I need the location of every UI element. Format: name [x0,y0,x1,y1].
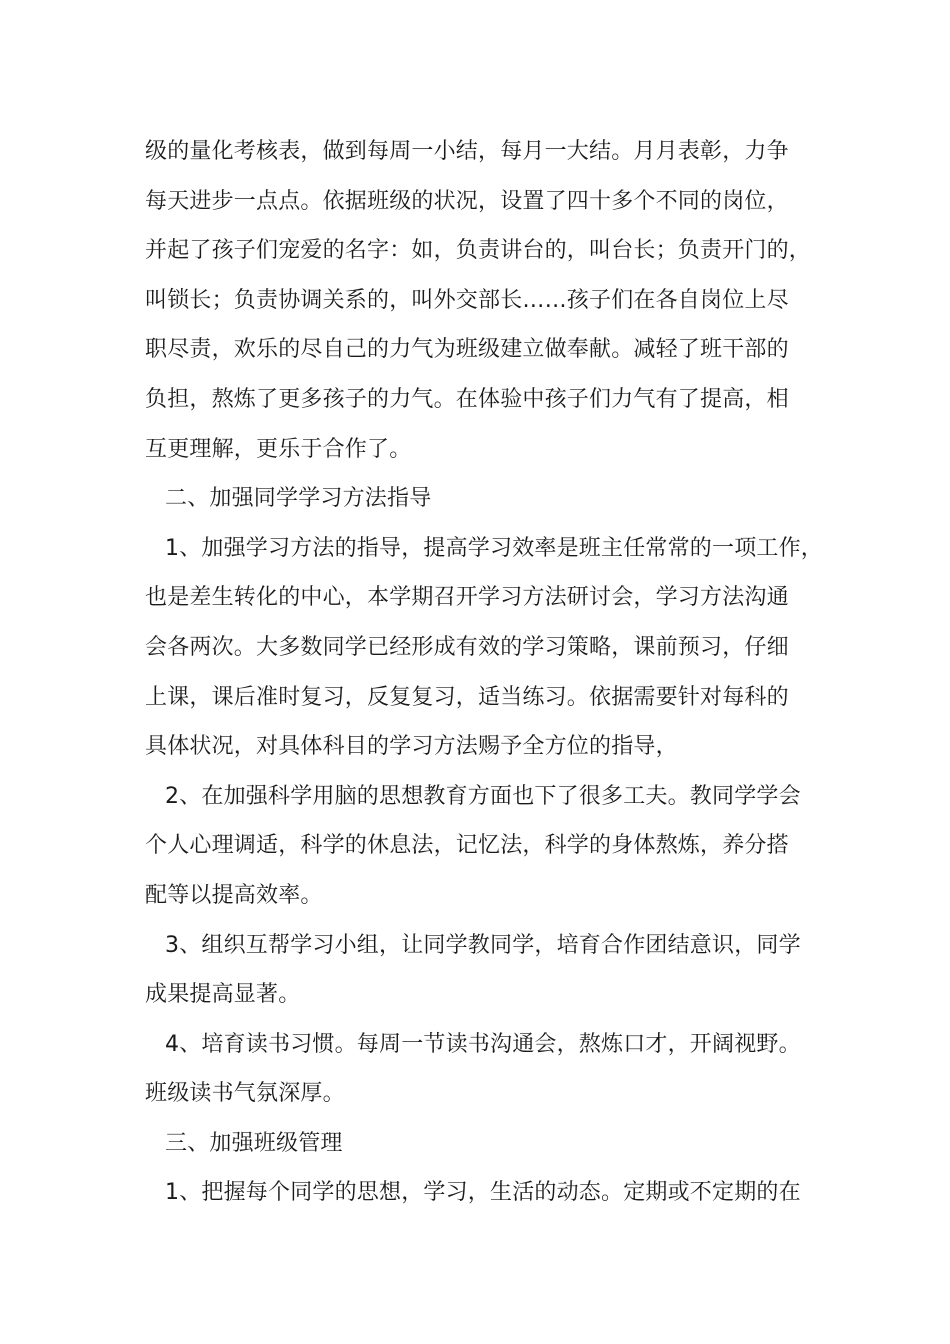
document-body [145,134,825,1225]
text-line: 成果提高显著。 [145,982,301,1008]
text-line: 互更理解，更乐于合作了。 [145,436,412,462]
text-line: 也是差生转化的中心，本学期召开学习方法研讨会，学习方法沟通 [145,585,789,611]
text-line: 会各两次。大多数同学已经形成有效的学习策略，课前预习，仔细 [145,634,789,660]
text-line: 叫锁长；负责协调关系的，叫外交部长……孩子们在各自岗位上尽 [145,287,789,313]
text-line: 每天进步一点点。依据班级的状况，设置了四十多个不同的岗位， [145,188,789,214]
text-line: 级的量化考核表，做到每周一小结，每月一大结。月月表彰，力争 [145,139,789,164]
text-line: 个人心理调适，科学的休息法，记忆法，科学的身体熬炼，养分搭 [145,833,789,859]
text-line: 并起了孩子们宠爱的名字：如，负责讲台的，叫台长；负责开门的， [145,238,812,264]
text-line: 班级读书气氛深厚。 [145,1081,345,1107]
section-heading: 二、加强同学学习方法指导 [165,486,432,512]
text-line: 具体状况，对具体科目的学习方法赐予全方位的指导， [145,734,678,760]
text-line: 1、把握每个同学的思想，学习，生活的动态。定期或不定期的在 [165,1180,801,1206]
text-line: 3、组织互帮学习小组，让同学教同学，培育合作团结意识，同学 [165,932,801,958]
section-heading: 三、加强班级管理 [165,1130,343,1156]
text-line: 负担，熬炼了更多孩子的力气。在体验中孩子们力气有了提高，相 [145,386,789,412]
text-line: 4、培育读书习惯。每周一节读书沟通会，熬炼口才，开阔视野。 [165,1031,801,1057]
text-line: 配等以提高效率。 [145,882,323,908]
text-line: 1、加强学习方法的指导，提高学习效率是班主任常常的一项工作， [165,535,823,561]
text-line: 职尽责，欢乐的尽自己的力气为班级建立做奉献。减轻了班干部的 [145,337,789,363]
text-line: 上课，课后准时复习，反复复习，适当练习。依据需要针对每科的 [145,684,789,710]
text-line: 2、在加强科学用脑的思想教育方面也下了很多工夫。教同学学会 [165,783,801,809]
